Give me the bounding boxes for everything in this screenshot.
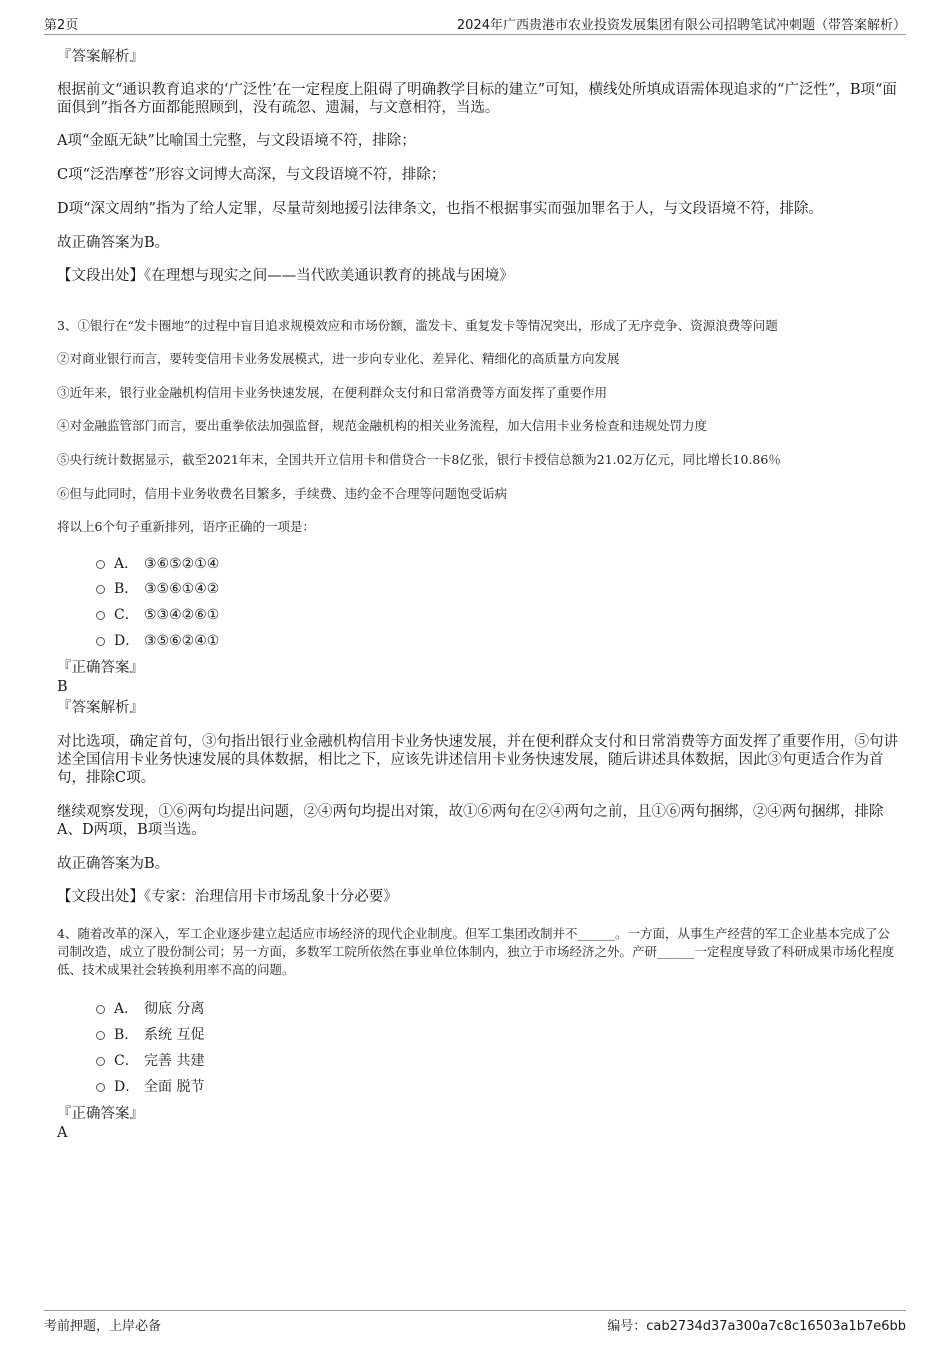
q3-option-d[interactable] [96, 632, 219, 650]
radio-icon[interactable] [96, 1083, 105, 1092]
option-text: ③⑤⑥①④② [144, 581, 220, 597]
q3-sentence-3: ③近年来，银行业金融机构信用卡业务快速发展，在便利群众支付和日常消费等方面发挥了重要作用 [57, 385, 608, 400]
q3-source: 【文段出处】《专家：治理信用卡市场乱象十分必要》 [57, 889, 398, 905]
q4-option-c[interactable] [96, 1052, 204, 1070]
q4-option-b[interactable] [96, 1026, 204, 1044]
option-text: 系统 互促 [144, 1027, 205, 1043]
q3-sentence-4: ④对金融监管部门而言，要出重拳依法加强监督，规范金融机构的相关业务流程，加大信用卡业务检查和违规处罚力度 [57, 418, 708, 433]
document-title: 2024年广西贵港市农业投资发展集团有限公司招聘笔试冲刺题（带答案解析） [456, 18, 906, 33]
q3-answer-label: 『正确答案』 [57, 660, 144, 676]
q4-option-d[interactable] [96, 1078, 204, 1096]
option-text: 全面 脱节 [144, 1079, 205, 1095]
option-text: ⑤③④②⑥① [144, 607, 220, 623]
option-text: ③⑥⑤②①④ [144, 556, 220, 572]
option-label: B． [114, 1027, 139, 1043]
radio-icon[interactable] [96, 1057, 105, 1066]
option-label: C． [114, 607, 139, 623]
q2-analysis-para2: A项“金瓯无缺”比喻国土完整，与文段语境不符，排除； [57, 133, 416, 149]
option-label: D． [114, 633, 140, 649]
radio-icon[interactable] [96, 611, 105, 620]
q3-answer: B [57, 679, 68, 695]
option-text: ③⑤⑥②④① [144, 633, 220, 649]
q2-analysis-para4: D项“深文周纳”指为了给人定罪，尽量苛刻地援引法律条文，也指不根据事实而强加罪名于人，与文段语境不符，排除。 [57, 201, 823, 217]
option-label: A． [114, 1001, 139, 1017]
q2-conclusion: 故正确答案为B。 [57, 235, 170, 251]
q3-analysis-label: 『答案解析』 [57, 700, 144, 716]
radio-icon[interactable] [96, 637, 105, 646]
q2-source: 【文段出处】《在理想与现实之间——当代欧美通识教育的挑战与困境》 [57, 268, 514, 284]
q3-analysis-para2: 继续观察发现，①⑥两句均提出问题，②④两句均提出对策，故①⑥两句在②④两句之前，且①⑥两句捆绑，②④两句捆绑，排除A、D两项，B项当选。 [57, 804, 884, 838]
q4-option-a[interactable] [96, 1000, 204, 1018]
q3-sentence-6: ⑥但与此同时，信用卡业务收费名目繁多，手续费、违约金不合理等问题饱受诟病 [57, 486, 508, 501]
q4-answer-label: 『正确答案』 [57, 1106, 144, 1122]
q3-option-b[interactable] [96, 580, 219, 598]
page-number: 第2页 [44, 18, 79, 33]
q3-sentence-5: ⑤央行统计数据显示，截至2021年末，全国共开立信用卡和借贷合一卡8亿张，银行卡授信总额为21.02万亿元，同比增长10.86％ [57, 452, 781, 467]
q3-sentence-2: ②对商业银行而言，要转变信用卡业务发展模式，进一步向专业化、差异化、精细化的高质量方向发展 [57, 351, 620, 366]
radio-icon[interactable] [96, 1005, 105, 1014]
q2-analysis-para3: C项“泛浩摩苍”形容文词博大高深，与文段语境不符，排除； [57, 167, 446, 183]
option-text: 完善 共建 [144, 1053, 205, 1069]
option-label: C． [114, 1053, 139, 1069]
q4-answer: A [57, 1125, 68, 1141]
q3-prompt: 将以上6个句子重新排列，语序正确的一项是： [57, 519, 315, 534]
page-footer [44, 1310, 906, 1337]
radio-icon[interactable] [96, 585, 105, 594]
option-text: 彻底 分离 [144, 1001, 205, 1017]
radio-icon[interactable] [96, 1031, 105, 1040]
option-label: A． [114, 556, 139, 572]
option-label: D． [114, 1079, 140, 1095]
q2-analysis-para1: 根据前文“通识教育追求的‘广泛性’在一定程度上阻碍了明确教学目标的建立”可知，横线处所填成语需体现追求的“广泛性”，B项“面面俱到”指各方面都能照顾到，没有疏忽、遗漏，与文意相符，当选。 [57, 82, 897, 116]
option-label: B． [114, 581, 139, 597]
radio-icon[interactable] [96, 560, 105, 569]
q4-stem: 4、随着改革的深入，军工企业逐步建立起适应市场经济的现代企业制度。但军工集团改制并不______。一方面，从事生产经营的军工企业基本完成了公司制改造，成立了股份制公司；另一方面，多数军工院所依然在事业单位体制内，独立于市场经济之外。产研______一定程度导致了科研成果市场化程度低、技术成果社会转换利用率不高的问题。 [57, 926, 895, 977]
q3-analysis-para1: 对比选项，确定首句，③句指出银行业金融机构信用卡业务快速发展，并在便利群众支付和日常消费等方面发挥了重要作用，⑤句讲述全国信用卡业务快速发展的具体数据，相比之下，应该先讲述信用卡业务快速发展，随后讲述具体数据，因此③句更适合作为首句，排除C项。 [57, 734, 898, 786]
page-header [44, 14, 906, 35]
q3-option-a[interactable] [96, 555, 219, 573]
q3-sentence-1: 3、①银行在“发卡圈地”的过程中盲目追求规模效应和市场份额，滥发卡、重复发卡等情况突出，形成了无序竞争、资源浪费等问题 [57, 318, 778, 333]
q3-conclusion: 故正确答案为B。 [57, 856, 170, 872]
q2-analysis-label: 『答案解析』 [57, 49, 144, 65]
footer-slogan: 考前押题，上岸必备 [44, 1318, 162, 1334]
q3-option-c[interactable] [96, 606, 219, 624]
document-serial: 编号：cab2734d37a300a7c8c16503a1b7e6bb [607, 1318, 906, 1334]
